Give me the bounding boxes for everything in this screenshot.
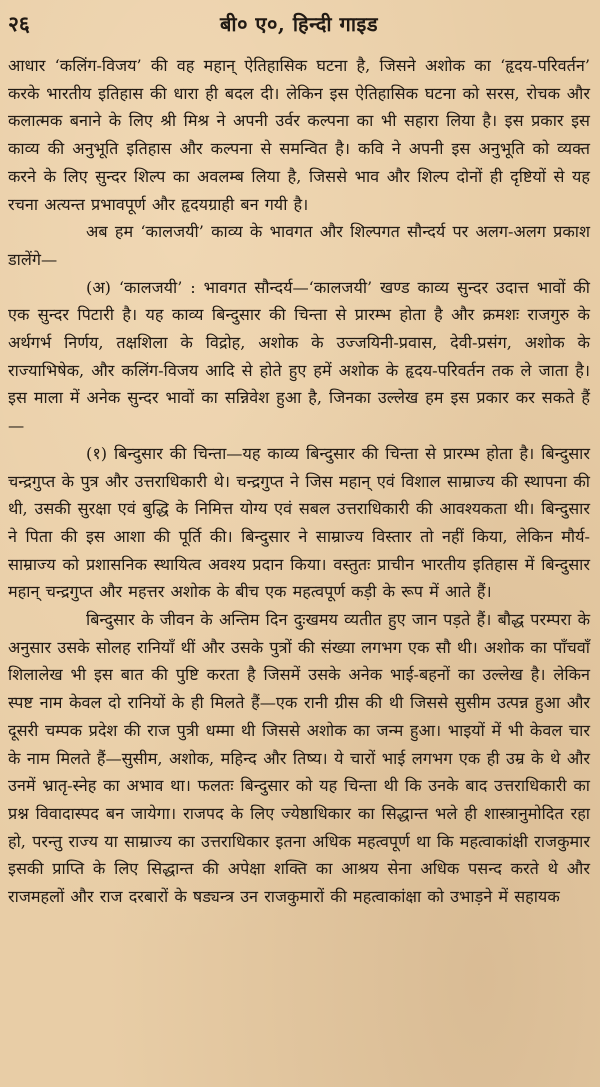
page-body: [8, 52, 590, 911]
paragraph-section-a: (अ) ‘कालजयी’ : भावगत सौन्दर्य—‘कालजयी’ खण्ड काव्य सुन्दर उदात्त भावों की एक सुन्दर पिटारी है। यह काव्य बिन्दुसार की चिन्ता से प्रारम्भ होता है और क्रमशः राजगुरु के अर्थगर्भ निर्णय, तक्षशिला के विद्रोह, अशोक के उज्जयिनी-प्रवास, देवी-प्रसंग, अशोक के राज्याभिषेक, और कलिंग-विजय आदि से होते हुए हमें अशोक के हृदय-परिवर्तन तक ले जाता है। इस माला में अनेक सुन्दर भावों का सन्निवेश हुआ है, जिनका उल्लेख हम इस प्रकार कर सकते हैं—: [8, 277, 590, 436]
running-title: बी० ए०, हिन्दी गाइड: [219, 12, 379, 36]
paragraph-bindusar-worry: (१) बिन्दुसार की चिन्ता—यह काव्य बिन्दुसार की चिन्ता से प्रारम्भ होता है। बिन्दुसार चन्द्रगुप्त के पुत्र और उत्तराधिकारी थे। चन्द्रगुप्त ने जिस महान् एवं विशाल साम्राज्य की स्थापना की थी, उसकी सुरक्षा एवं बुद्धि के निमित्त योग्य एवं सबल उत्तराधिकारी की आवश्यकता थी। बिन्दुसार ने पिता की इस आशा की पूर्ति की। बिन्दुसार ने साम्राज्य विस्तार तो नहीं किया, लेकिन मौर्य-साम्राज्य को प्रशासनिक स्थायित्व अवश्य प्रदान किया। वस्तुतः प्राचीन भारतीय इतिहास में बिन्दुसार महान् चन्द्रगुप्त और महत्तर अशोक के बीच एक महत्वपूर्ण कड़ी के रूप में आते हैं।: [8, 443, 590, 602]
page-header: [8, 6, 590, 44]
paragraph-bindusar-life: बिन्दुसार के जीवन के अन्तिम दिन दुःखमय व्यतीत हुए जान पड़ते हैं। बौद्ध परम्परा के अनुसार उसके सोलह रानियाँ थीं और उसके पुत्रों की संख्या लगभग एक सौ थी। अशोक का पाँचवाँ शिलालेख भी इस बात की पुष्टि करता है जिसमें उसके अनेक भाई-बहनों का उल्लेख है। लेकिन स्पष्ट नाम केवल दो रानियों के ही मिलते हैं—एक रानी ग्रीस की थी जिससे सुसीम उत्पन्न हुआ और दूसरी चम्पक प्रदेश की राज पुत्री धम्मा थी जिससे अशोक का जन्म हुआ। भाइयों में भी केवल चार के नाम मिलते हैं—सुसीम, अशोक, महिन्द और तिष्य। ये चारों भाई लगभग एक ही उम्र के थे और उनमें भ्रातृ-स्नेह का अभाव था। फलतः बिन्दुसार को यह चिन्ता थी कि उनके बाद उत्तराधिकारी का प्रश्न विवादास्पद बन जायेगा। राजपद के लिए ज्येष्ठाधिकार का सिद्धान्त भले ही शास्त्रानुमोदित रहा हो, परन्तु राज्य या साम्राज्य का उत्तराधिकार इतना अधिक महत्वपूर्ण था कि महत्वाकांक्षी राजकुमार इसकी प्राप्ति के लिए सिद्धान्त की अपेक्षा शक्ति का आश्रय सेना अधिक पसन्द करते थे और राजमहलों और राज दरबारों के षड्यन्त्र उन राजकुमारों की महत्वाकांक्षा को उभाड़ने में सहायक: [8, 610, 590, 907]
paragraph-intro: आधार ‘कलिंग-विजय’ की वह महान् ऐतिहासिक घटना है, जिसने अशोक का ‘हृदय-परिवर्तन’ करके भारतीय इतिहास की धारा ही बदल दी। लेकिन इस ऐतिहासिक घटना को सरस, रोचक और कलात्मक बनाने के लिए श्री मिश्र ने अपनी उर्वर कल्पना का भी सहारा लिया है। इस प्रकार इस काव्य की अनुभूति इतिहास और कल्पना से समन्वित है। कवि ने अपनी इस अनुभूति को व्यक्त करने के लिए सुन्दर शिल्प का अवलम्ब लिया है, जिससे भाव और शिल्प दोनों ही दृष्टियों से यह रचना अत्यन्त प्रभावपूर्ण और हृदयग्राही बन गयी है।: [8, 56, 590, 214]
paragraph-transition: अब हम ‘कालजयी’ काव्य के भावगत और शिल्पगत सौन्दर्य पर अलग-अलग प्रकाश डालेंगे—: [8, 222, 590, 269]
page-number: २६: [8, 11, 30, 36]
